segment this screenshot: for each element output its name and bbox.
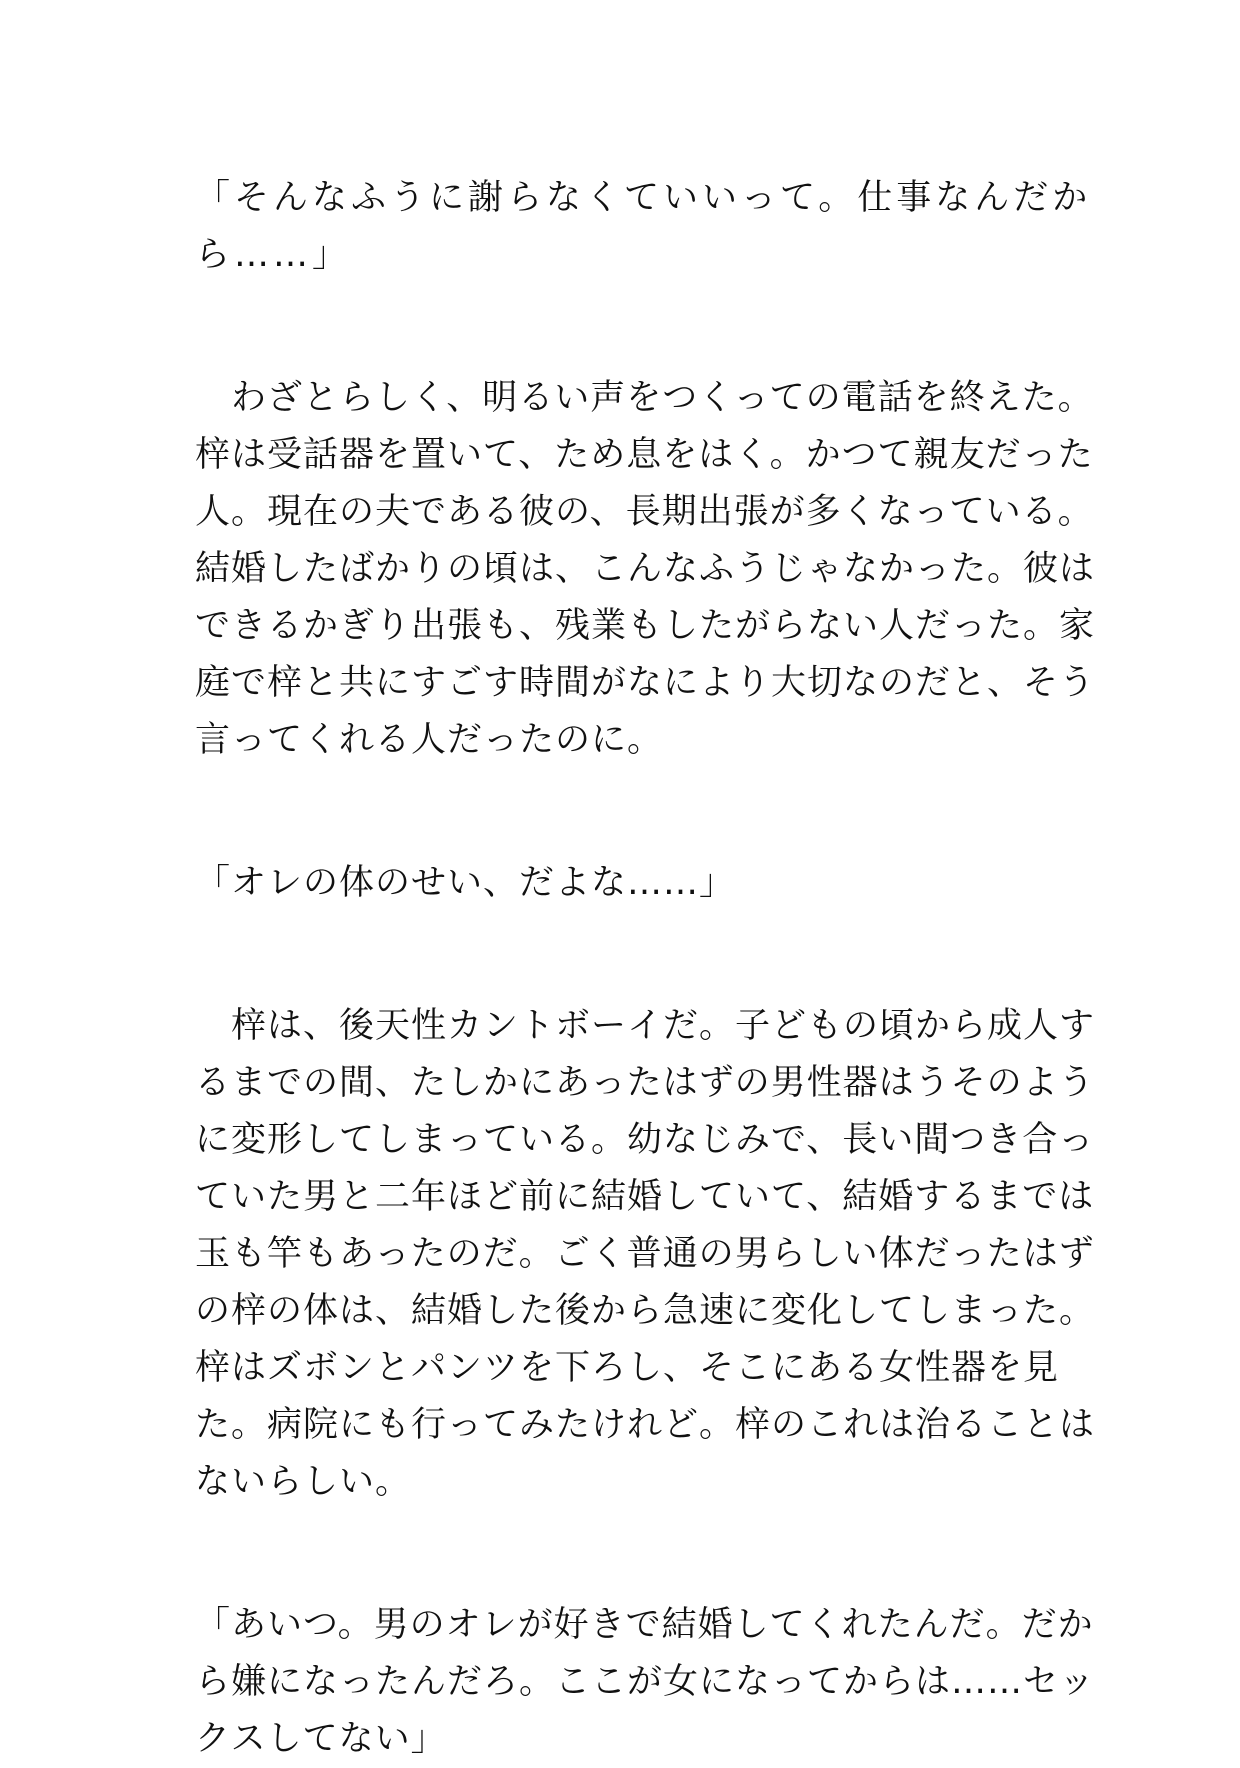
text-line: の梓の体は、結婚した後から急速に変化してしまった。 <box>195 1291 1096 1331</box>
narration-paragraph <box>195 998 1096 1511</box>
text-line: ていた男と二年ほど前に結婚していて、結婚するまでは <box>195 1177 1095 1217</box>
text-line: クスしてない」 <box>195 1719 447 1759</box>
text-line: 言ってくれる人だったのに。 <box>195 720 664 760</box>
text-line: わざとらしく、明るい声をつくっての電話を終えた。 <box>195 378 1094 418</box>
paragraph-gap <box>195 284 1065 370</box>
text-line: ないらしい。 <box>195 1462 412 1502</box>
text-line: るまでの間、たしかにあったはずの男性器はうそのよう <box>195 1063 1095 1103</box>
text-line: 梓はズボンとパンツを下ろし、そこにある女性器を見 <box>195 1348 1060 1388</box>
text-line: 結婚したばかりの頃は、こんなふうじゃなかった。彼は <box>195 549 1096 589</box>
text-line: ら嫌になったんだろ。ここが女になってからは……セッ <box>195 1662 1096 1702</box>
text-line: 庭で梓と共にすごす時間がなにより大切なのだと、そう <box>195 663 1096 703</box>
dialogue-paragraph <box>195 1597 1096 1768</box>
text-line: 「そんなふうに謝らなくていいって。仕事なんだか <box>195 178 1092 218</box>
text-line: ら……」 <box>195 235 352 275</box>
text-line: 玉も竿もあったのだ。ごく普通の男らしい体だったはず <box>195 1234 1095 1274</box>
text-line: た。病院にも行ってみたけれど。梓のこれは治ることは <box>195 1405 1096 1445</box>
text-line: できるかぎり出張も、残業もしたがらない人だった。家 <box>195 606 1096 646</box>
text-line: に変形してしまっている。幼なじみで、長い間つき合っ <box>195 1120 1095 1160</box>
narration-paragraph <box>195 370 1096 769</box>
text-line: 「あいつ。男のオレが好きで結婚してくれたんだ。だか <box>195 1605 1094 1645</box>
text-line: 梓は、後天性カントボーイだ。子どもの頃から成人す <box>195 1006 1096 1046</box>
paragraph-gap <box>195 769 1065 855</box>
paragraph-gap <box>195 912 1065 998</box>
text-line: 人。現在の夫である彼の、長期出張が多くなっている。 <box>195 492 1094 532</box>
dialogue-paragraph <box>195 170 1092 284</box>
text-line: 梓は受話器を置いて、ため息をはく。かつて親友だった <box>195 435 1094 475</box>
text-line: 「オレの体のせい、だよな……」 <box>195 863 736 903</box>
paragraph-gap <box>195 1511 1065 1597</box>
dialogue-paragraph <box>195 855 1065 912</box>
body-text <box>195 170 1096 1768</box>
